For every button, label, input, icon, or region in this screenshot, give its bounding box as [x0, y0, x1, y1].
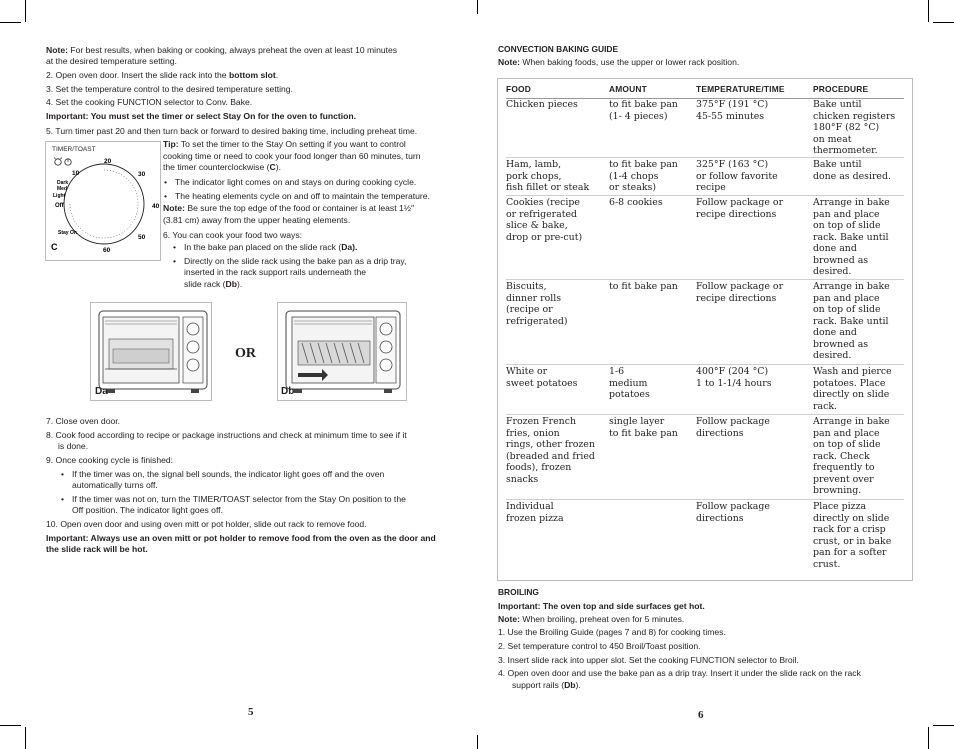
oven-db-drawing: [278, 303, 406, 400]
note-food-edge: [163, 203, 414, 214]
tip-line1: [163, 139, 406, 150]
dial-off: Off: [55, 203, 64, 209]
table-cell-food: drop or pre-cut): [506, 231, 583, 243]
step-6-option-b-line2: inserted in the rack support rails underneath the: [184, 267, 367, 277]
step-8: 8. Cook food according to recipe or package instructions and check at minimum time to see if it: [46, 430, 407, 440]
dial-med: Med: [57, 186, 67, 192]
step-9-bullet-a-line2: automatically turns off.: [72, 480, 158, 490]
table-cell-food: Cookies (recipe: [506, 197, 580, 208]
tip-line3: [163, 162, 281, 173]
broiling-title: BROILING: [498, 587, 539, 597]
step-2: [46, 70, 278, 81]
option-b-text: Directly on the slide rack using the bake pan as a drip tray,: [184, 256, 407, 266]
broil-step-1: 1. Use the Broiling Guide (pages 7 and 8) for cooking times.: [498, 627, 726, 637]
table-cell-proc: pan and place: [813, 208, 880, 220]
tip-text3: the timer counterclockwise (: [163, 162, 270, 172]
tip-ref-c: C: [269, 162, 276, 172]
table-cell-proc: browned as: [813, 254, 869, 266]
table-cell-temp: 325°F (163 °C): [696, 159, 769, 170]
table-cell-amount: single layer: [609, 416, 665, 427]
tip-text: To set the timer to the Stay On setting if you want to control: [178, 139, 406, 149]
bullet-dot: •: [164, 177, 168, 187]
table-cell-amount: 1-6: [609, 366, 625, 377]
broil-step-4-text: support rails (: [512, 680, 565, 690]
broiling-important: Important: The oven top and side surfaces get hot.: [498, 601, 705, 611]
table-cell-temp: 400°F (204 °C): [696, 366, 769, 377]
figure-db-label: Db: [281, 386, 295, 397]
convection-guide-title: CONVECTION BAKING GUIDE: [498, 44, 619, 54]
bullet-heating-elements: [164, 191, 430, 202]
step-6-option-b: [173, 256, 407, 267]
table-cell-proc: pan and place: [813, 292, 880, 304]
row-divider: [506, 157, 904, 158]
table-cell-food: Biscuits,: [506, 281, 547, 292]
dial-stay-on: Stay On: [58, 230, 77, 236]
table-cell-food: Individual: [506, 501, 554, 512]
option-a-text: In the bake pan placed on the slide rack (: [184, 242, 342, 252]
oven-figure-da: [90, 302, 212, 401]
important-oven-mitt-line2: the slide rack will be hot.: [46, 544, 148, 554]
row-divider: [506, 414, 904, 415]
table-cell-proc: 180°F (82 °C): [813, 122, 880, 133]
table-cell-proc: thermometer.: [813, 145, 878, 156]
option-b-ref: Db: [225, 279, 238, 289]
row-divider: [506, 499, 904, 500]
table-cell-amount: to fit bake pan: [609, 281, 678, 292]
table-cell-food: sweet potatoes: [506, 377, 578, 389]
table-cell-proc: frequently to: [813, 462, 875, 473]
header-temperature-time: TEMPERATURE/TIME: [696, 84, 785, 94]
tip-label: Tip:: [163, 139, 179, 149]
table-cell-amount: (1-4 chops: [609, 170, 659, 182]
note-text: For best results, when baking or cooking, always preheat the oven at least 10 minutes: [67, 45, 398, 55]
bottom-slot-text: bottom slot: [228, 70, 276, 80]
bullet-dot: •: [173, 242, 177, 252]
table-cell-temp: Follow package or: [696, 197, 784, 208]
oven-da-drawing: [91, 303, 211, 400]
table-cell-amount: to fit bake pan: [609, 159, 678, 170]
note-food-edge-line2: (3.81 cm) away from the upper heating elements.: [163, 215, 351, 225]
convection-guide-note: [498, 57, 739, 68]
table-cell-proc: rack. Bake until: [813, 231, 889, 243]
table-cell-proc: directly on slide: [813, 389, 890, 400]
table-cell-proc: done and: [813, 243, 857, 254]
preheat-note-line2: at the desired temperature setting.: [46, 56, 177, 66]
table-cell-proc: desired.: [813, 350, 852, 361]
dial-60: 60: [103, 247, 111, 254]
table-cell-food: (breaded and fried: [506, 450, 595, 462]
table-cell-amount: to fit bake pan: [609, 427, 678, 439]
crop-mark: [928, 727, 929, 749]
crop-mark: [0, 22, 21, 23]
table-cell-proc: desired.: [813, 266, 852, 277]
dial-light: Light: [53, 193, 66, 199]
bullet-dot: •: [61, 469, 65, 479]
table-cell-temp: directions: [696, 427, 744, 439]
table-cell-proc: on top of slide: [813, 439, 881, 450]
stay-on-icon: [65, 159, 71, 165]
step-6-option-a: [173, 242, 358, 253]
table-cell-proc: pan for a softer: [813, 547, 887, 558]
table-cell-food: fries, onion: [506, 427, 560, 439]
note2-label: Note:: [163, 203, 185, 213]
bullet-text: If the timer was not on, turn the TIMER/TOAST selector from the Stay On position to the: [72, 494, 406, 504]
page-number-left: 5: [248, 706, 254, 718]
table-cell-temp: recipe directions: [696, 208, 777, 220]
step-9: 9. Once cooking cycle is finished:: [46, 455, 174, 465]
step-8-line2: is done.: [58, 441, 89, 451]
figure-c-label: C: [51, 242, 58, 252]
crop-mark: [25, 727, 26, 749]
table-cell-proc: Arrange in bake: [813, 197, 890, 208]
oven-figure-db: [277, 302, 407, 401]
step-7: 7. Close oven door.: [46, 416, 121, 426]
table-cell-temp: recipe: [696, 182, 726, 193]
or-label: OR: [235, 346, 256, 361]
table-cell-temp: recipe directions: [696, 292, 777, 304]
table-cell-temp: directions: [696, 512, 744, 524]
option-b-text3: slide rack (: [184, 279, 226, 289]
table-cell-proc: rack.: [813, 400, 837, 412]
table-cell-proc: prevent over: [813, 473, 874, 485]
table-cell-proc: Bake until: [813, 159, 862, 170]
table-cell-temp: Follow package: [696, 501, 770, 512]
step-9-bullet-a: [61, 469, 385, 480]
option-b-end: ).: [237, 279, 243, 289]
bullet-dot: •: [164, 191, 168, 201]
dial-title: TIMER/TOAST: [52, 146, 96, 153]
broil-step-4: 4. Open oven door and use the bake pan as a drip tray. Insert it under the slide rack on the rack: [498, 668, 861, 678]
timer-dial-figure: [45, 141, 161, 261]
table-cell-proc: on top of slide: [813, 304, 881, 315]
table-cell-proc: crust, or in bake: [813, 535, 892, 547]
page-number-right: 6: [698, 709, 704, 721]
center-mark: [477, 0, 478, 14]
table-cell-proc: Arrange in bake: [813, 281, 890, 292]
table-cell-proc: Place pizza: [813, 501, 867, 512]
table-cell-food: foods), frozen: [506, 462, 572, 473]
convection-baking-table: [497, 78, 913, 581]
bullet-dot: •: [61, 494, 65, 504]
table-cell-food: rings, other frozen: [506, 439, 595, 450]
center-mark: [477, 735, 478, 749]
step-9-bullet-b-line2: Off position. The indicator light goes off.: [72, 505, 223, 515]
option-a-ref: Da).: [341, 242, 358, 252]
table-cell-food: White or: [506, 366, 548, 377]
tip-line2: cooking time or need to cook your food longer than 60 minutes, turn: [163, 151, 421, 161]
table-cell-food: slice & bake,: [506, 220, 568, 231]
step-6-option-b-line3: [184, 279, 242, 290]
table-cell-temp: 45-55 minutes: [696, 110, 765, 122]
step-4: 4. Set the cooking FUNCTION selector to Conv. Bake.: [46, 97, 253, 107]
dial-30: 30: [138, 171, 146, 178]
broil-note-text: When broiling, preheat oven for 5 minutes.: [519, 614, 685, 624]
table-cell-amount: or steaks): [609, 182, 656, 193]
bullet-text: The indicator light comes on and stays on during cooking cycle.: [175, 177, 417, 187]
broil-step-3: 3. Insert slide rack into upper slot. Set the cooking FUNCTION selector to Broil.: [498, 655, 799, 665]
bullet-dot: •: [173, 256, 177, 266]
header-food: FOOD: [506, 84, 531, 94]
step-2-text: 2. Open oven door. Insert the slide rack into the: [46, 70, 229, 80]
table-cell-proc: potatoes. Place: [813, 377, 886, 389]
broiling-note: [498, 614, 684, 625]
table-cell-proc: on top of slide: [813, 220, 881, 231]
crop-mark: [928, 0, 929, 22]
table-cell-proc: Arrange in bake: [813, 416, 890, 427]
table-cell-food: frozen pizza: [506, 512, 564, 524]
note-label: Note:: [46, 45, 68, 55]
table-cell-proc: chicken registers: [813, 110, 896, 122]
table-cell-proc: on meat: [813, 133, 852, 145]
dial-10: 10: [72, 170, 80, 177]
dial-20: 20: [104, 158, 112, 165]
table-cell-food: pork chops,: [506, 170, 562, 182]
note2-text: Be sure the top edge of the food or container is at least 1½″: [184, 203, 414, 213]
crop-mark: [25, 0, 26, 22]
step-10: 10. Open oven door and using oven mitt or pot holder, slide out rack to remove food.: [46, 519, 367, 529]
tip-text3-end: ).: [275, 162, 281, 172]
table-cell-food: Chicken pieces: [506, 99, 578, 110]
table-cell-proc: Bake until: [813, 99, 862, 110]
table-cell-amount: 6-8 cookies: [609, 197, 663, 208]
crop-mark: [933, 725, 954, 726]
table-cell-temp: or follow favorite: [696, 170, 778, 182]
broil-step-4-ref: Db: [564, 680, 576, 690]
table-cell-proc: browned as: [813, 338, 869, 350]
table-cell-temp: Follow package: [696, 416, 770, 427]
preheat-note: [46, 45, 397, 56]
table-cell-proc: rack for a crisp: [813, 524, 886, 535]
table-cell-amount: to fit bake pan: [609, 99, 678, 110]
figure-da-label: Da: [95, 386, 108, 397]
step-9-bullet-b: [61, 494, 406, 505]
step-2-end: .: [275, 70, 279, 80]
broil-note-label: Note:: [498, 614, 520, 624]
dial-40: 40: [152, 203, 160, 210]
table-cell-proc: Wash and pierce: [813, 366, 892, 377]
guide-note-label: Note:: [498, 57, 520, 67]
table-cell-food: fish fillet or steak: [506, 182, 590, 193]
table-cell-amount: (1- 4 pieces): [609, 110, 668, 122]
header-amount: AMOUNT: [609, 84, 647, 94]
table-cell-proc: crust.: [813, 558, 841, 570]
step-6: 6. You can cook your food two ways:: [163, 230, 303, 240]
table-cell-proc: done as desired.: [813, 170, 891, 182]
broil-step-2: 2. Set temperature control to 450 Broil/Toast position.: [498, 641, 701, 651]
guide-note-text: When baking foods, use the upper or lower rack position.: [519, 57, 740, 67]
header-procedure: PROCEDURE: [813, 84, 869, 94]
table-cell-amount: potatoes: [609, 389, 650, 400]
table-cell-food: Ham, lamb,: [506, 159, 562, 170]
bullet-indicator-light: [164, 177, 417, 188]
bullet-text: If the timer was on, the signal bell sounds, the indicator light goes off and the oven: [72, 469, 385, 479]
timer-dial-svg: [46, 142, 160, 260]
table-cell-proc: rack. Bake until: [813, 315, 889, 327]
dial-50: 50: [138, 234, 146, 241]
table-cell-proc: pan and place: [813, 427, 880, 439]
step-3: 3. Set the temperature control to the desired temperature setting.: [46, 84, 293, 94]
step-5: 5. Turn timer past 20 and then turn back or forward to desired baking time, including preheat time.: [46, 126, 418, 136]
broil-step-4-end: ).: [575, 680, 581, 690]
dial-ticks: [70, 170, 138, 238]
crop-mark: [0, 725, 21, 726]
table-cell-food: snacks: [506, 473, 539, 485]
table-cell-proc: directly on slide: [813, 512, 890, 524]
row-divider: [506, 364, 904, 365]
table-cell-amount: medium: [609, 377, 648, 389]
table-cell-proc: browning.: [813, 485, 862, 496]
bell-icon: [54, 158, 62, 166]
important-oven-mitt: Important: Always use an oven mitt or pot holder to remove food from the oven as the door and: [46, 533, 436, 543]
crop-mark: [933, 22, 954, 23]
table-cell-food: dinner rolls: [506, 292, 562, 304]
table-cell-proc: rack. Check: [813, 450, 870, 462]
bullet-text: The heating elements cycle on and off to maintain the temperature.: [175, 191, 430, 201]
table-cell-temp: 375°F (191 °C): [696, 99, 769, 110]
table-cell-proc: done and: [813, 327, 857, 338]
dial-dark: Dark: [57, 180, 69, 186]
important-timer: Important: You must set the timer or select Stay On for the oven to function.: [46, 111, 357, 121]
table-cell-temp: 1 to 1-1/4 hours: [696, 377, 772, 389]
table-cell-food: refrigerated): [506, 315, 568, 327]
row-divider: [506, 195, 904, 196]
row-divider: [506, 279, 904, 280]
table-cell-temp: Follow package or: [696, 281, 784, 292]
broil-step-4-line2: [512, 680, 581, 691]
table-cell-food: or refrigerated: [506, 208, 578, 220]
table-cell-food: (recipe or: [506, 304, 553, 315]
table-cell-food: Frozen French: [506, 416, 576, 427]
